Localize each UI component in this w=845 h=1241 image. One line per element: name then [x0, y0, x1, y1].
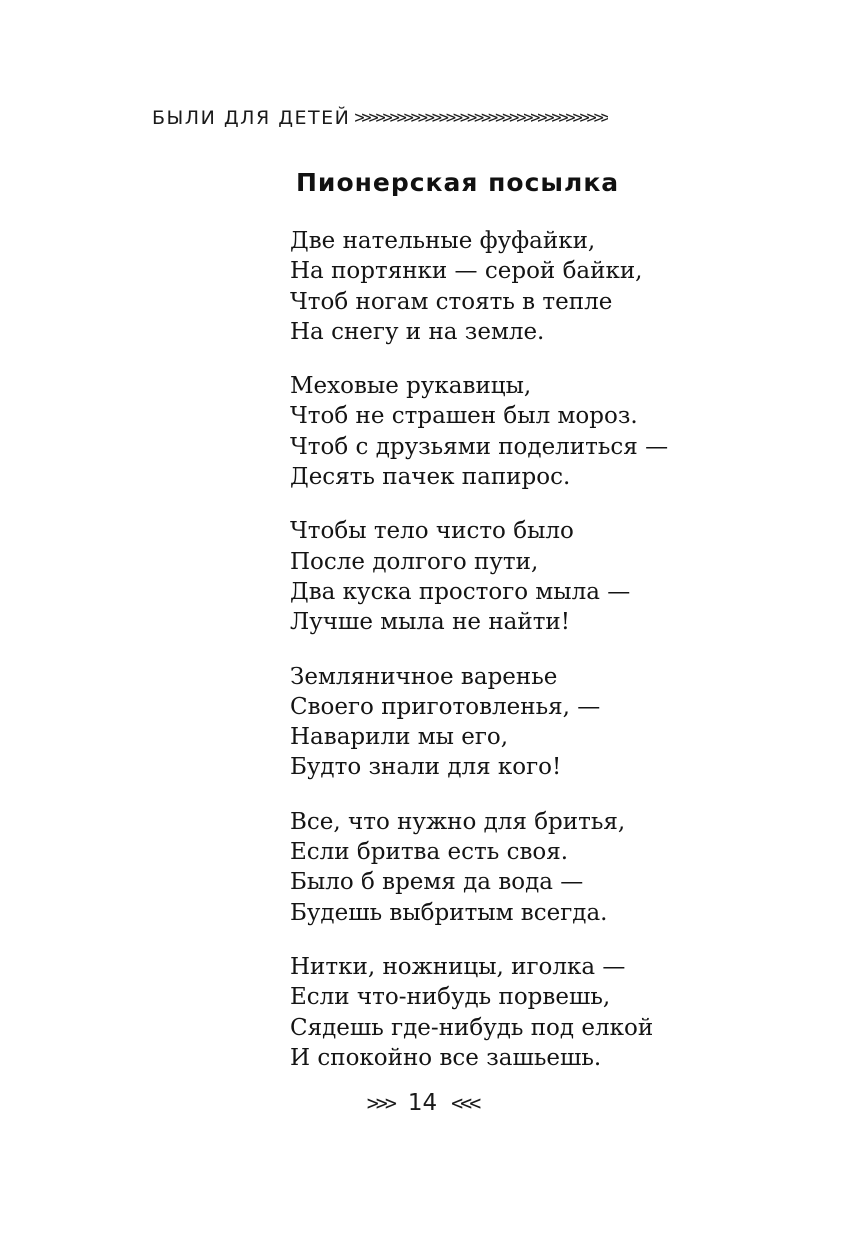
- poem-line: На портянки — серой байки,: [290, 258, 643, 285]
- poem-line: Десять пачек папирос.: [290, 464, 571, 491]
- stanza: [290, 226, 750, 347]
- poem-line: Чтоб ногам стоять в тепле: [290, 288, 613, 315]
- poem-line: Земляничное варенье: [290, 663, 558, 690]
- poem-line: Чтоб с друзьями поделиться —: [290, 433, 669, 460]
- poem-line: Было б время да вода —: [290, 869, 584, 896]
- poem-line: Два куска простого мыла —: [290, 578, 631, 605]
- poem-line: Меховые рукавицы,: [290, 373, 532, 400]
- poem-line: Сядешь где-нибудь под елкой: [290, 1014, 654, 1041]
- poem-body: [290, 226, 750, 1097]
- stanza: [290, 807, 750, 928]
- poem-line: Все, что нужно для бритья,: [290, 808, 626, 835]
- poem-line: Нитки, ножницы, иголка —: [290, 953, 626, 980]
- stanza: [290, 371, 750, 492]
- running-head: [152, 104, 764, 132]
- stanza: [290, 516, 750, 637]
- poem-title: Пионерская посылка: [296, 168, 620, 197]
- poem-line: Чтобы тело чисто было: [290, 518, 574, 545]
- poem-line: Наварили мы его,: [290, 724, 509, 751]
- poem-line: Если бритва есть своя.: [290, 839, 569, 866]
- poem-line: Лучше мыла не найти!: [290, 609, 570, 636]
- poem-line: После долгого пути,: [290, 548, 539, 575]
- poem-line: Будто знали для кого!: [290, 754, 562, 781]
- page-number: 14: [407, 1090, 438, 1116]
- poem-line: На снегу и на земле.: [290, 318, 545, 345]
- poem-line: Своего приготовленья, —: [290, 693, 601, 720]
- poem-line: Будешь выбритым всегда.: [290, 899, 608, 926]
- poem-line: Чтоб не страшен был мороз.: [290, 403, 638, 430]
- poem-line: Две нательные фуфайки,: [290, 228, 596, 254]
- stanza: [290, 952, 750, 1073]
- poem-line: И спокойно все зашьешь.: [290, 1044, 602, 1071]
- page-footer: [0, 1090, 845, 1116]
- running-head-title: БЫЛИ ДЛЯ ДЕТЕЙ: [152, 107, 351, 129]
- running-head-ornament: >>>>>>>>>>>>>>>>>>>>>>>>>>>>>>>>>>>>: [354, 108, 608, 128]
- folio-left-ornament: >>>: [366, 1091, 394, 1115]
- stanza: [290, 662, 750, 783]
- poem-line: Если что-нибудь порвешь,: [290, 984, 611, 1011]
- folio-right-ornament: <<<: [451, 1091, 479, 1115]
